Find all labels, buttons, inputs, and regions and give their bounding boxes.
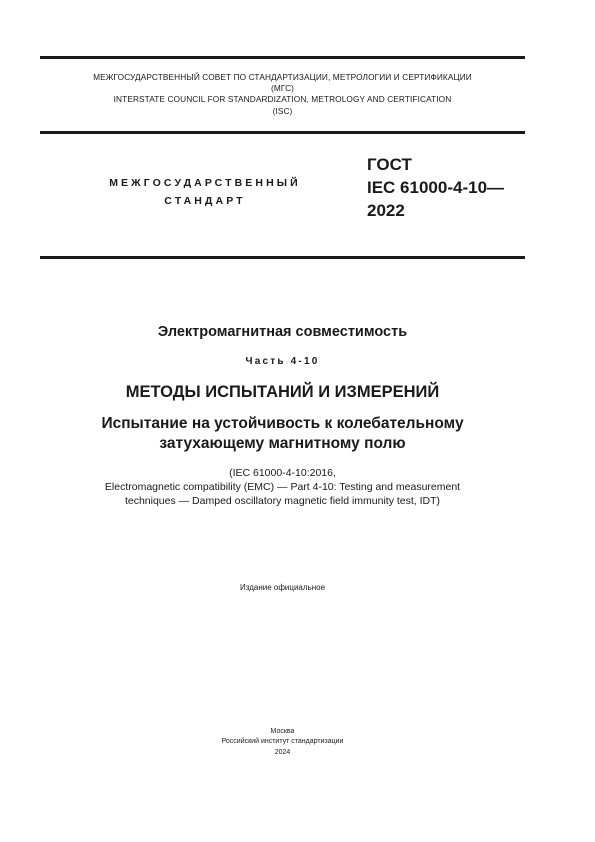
designation-line2: IEC 61000-4-10—	[367, 178, 505, 197]
iec-reference-line2: Electromagnetic compatibility (EMC) — Part 4-10: Testing and measurement	[104, 480, 461, 493]
council-abbr-en: (ISC)	[272, 105, 293, 116]
council-bottom-rule	[40, 131, 525, 134]
imprint-year: 2024	[274, 748, 291, 756]
standard-designation	[367, 153, 504, 222]
top-rule	[40, 56, 525, 59]
iec-reference-line1: (IEC 61000-4-10:2016,	[229, 467, 336, 479]
part-label: Часть 4-10	[245, 356, 320, 367]
designation-bottom-rule	[40, 256, 525, 259]
iec-reference-line3: techniques — Damped oscillatory magnetic field immunity test, IDT)	[124, 494, 441, 507]
title-block	[40, 322, 525, 508]
subtitle-line1: Испытание на устойчивость к колебательному	[101, 415, 464, 432]
imprint-publisher: Российский институт стандартизации	[221, 738, 344, 746]
standard-kind-line2: СТАНДАРТ	[164, 195, 246, 207]
document-subtitle	[40, 414, 525, 454]
methods-heading: МЕТОДЫ ИСПЫТАНИЙ И ИЗМЕРЕНИЙ	[125, 383, 440, 401]
standard-kind-line1: МЕЖГОСУДАРСТВЕННЫЙ	[109, 177, 301, 189]
council-name-ru: МЕЖГОСУДАРСТВЕННЫЙ СОВЕТ ПО СТАНДАРТИЗАЦИИ, МЕТРОЛОГИИ И СЕРТИФИКАЦИИ	[93, 72, 472, 82]
designation-line3: 2022	[367, 201, 405, 220]
standard-kind	[80, 174, 330, 210]
document-title: Электромагнитная совместимость	[157, 324, 408, 340]
designation-line1: ГОСТ	[367, 155, 412, 174]
imprint-block	[40, 727, 525, 758]
edition-note: Издание официальное	[239, 583, 326, 592]
council-block	[40, 72, 525, 117]
iec-reference	[40, 467, 525, 508]
council-abbr-ru: (МГС)	[270, 83, 295, 94]
subtitle-line2: затухающему магнитному полю	[159, 435, 406, 452]
imprint-city: Москва	[270, 728, 295, 735]
council-name-en: INTERSTATE COUNCIL FOR STANDARDIZATION, METROLOGY AND CERTIFICATION	[113, 94, 452, 105]
